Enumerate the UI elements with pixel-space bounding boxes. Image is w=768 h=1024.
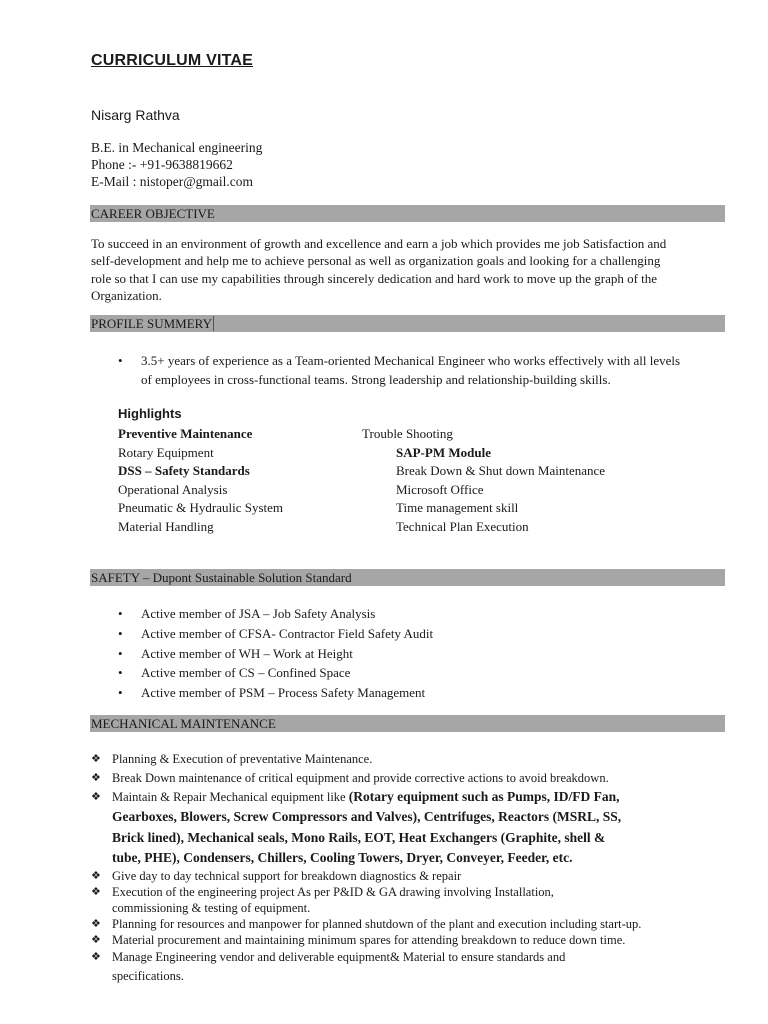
profile-line: of employees in cross-functional teams. Strong leadership and relationship-building skills. [141, 372, 611, 387]
bullet-icon: • [118, 665, 123, 681]
diamond-bullet-icon: ❖ [91, 918, 101, 931]
bullet-icon: • [118, 353, 123, 368]
list-item [91, 948, 731, 985]
document-title: CURRICULUM VITAE [91, 52, 254, 69]
section-heading-mechanical-maintenance: MECHANICAL MAINTENANCE [90, 715, 725, 732]
equipment-line: Maintain & Repair Mechanical equipment like (Rotary equipment such as Pumps, ID/FD Fan, [112, 789, 620, 804]
mechanical-list [91, 750, 731, 985]
highlight-item: Break Down & Shut down Maintenance [396, 463, 606, 479]
objective-line: role so that I can use my capabilities through sincerely dedication and hard work to move up the graph of the [91, 270, 658, 286]
safety-list [91, 604, 731, 703]
highlight-item: Pneumatic & Hydraulic System [118, 500, 284, 516]
highlight-item: Time management skill [396, 500, 519, 516]
list-item: • Active member of CFSA- Contractor Field Safety Audit [91, 624, 731, 644]
highlight-item: Material Handling [118, 518, 214, 534]
email: E-Mail : nistoper@gmail.com [91, 174, 254, 189]
list-item: ❖ Planning & Execution of preventative Maintenance. [91, 750, 731, 769]
objective-line: Organization. [91, 287, 162, 303]
highlights-right-first: Trouble Shooting [362, 426, 453, 441]
equipment-line: tube, PHE), Condensers, Chillers, Cooling Towers, Dryer, Conveyer, Feeder, etc. [112, 849, 573, 865]
highlight-item: SAP-PM Module [396, 444, 491, 460]
list-item: • Active member of CS – Confined Space [91, 663, 731, 683]
vendor-line: specifications. [112, 968, 184, 983]
highlight-item: Preventive Maintenance [118, 426, 253, 441]
bullet-icon: • [118, 625, 123, 641]
list-item [91, 884, 731, 916]
phone: Phone :- +91-9638819662 [91, 157, 233, 172]
list-item: • Active member of WH – Work at Height [91, 644, 731, 664]
bullet-icon: • [118, 645, 123, 661]
section-heading-career-objective: CAREER OBJECTIVE [90, 205, 725, 222]
bullet-icon: • [118, 606, 123, 621]
highlights-right-column [396, 444, 605, 537]
diamond-bullet-icon: ❖ [91, 753, 101, 765]
candidate-name: Nisarg Rathva [91, 107, 180, 123]
profile-heading-text: PROFILE SUMMERY [91, 316, 212, 331]
list-item: ❖ Give day to day technical support for breakdown diagnostics & repair [91, 869, 462, 884]
profile-list [91, 351, 731, 389]
highlight-item: Rotary Equipment [118, 444, 214, 460]
equipment-line: Brick lined), Mechanical seals, Mono Rails, EOT, Heat Exchangers (Graphite, shell & [112, 829, 606, 845]
list-item: ❖ Break Down maintenance of critical equipment and provide corrective actions to avoid breakdown. [91, 769, 731, 788]
diamond-bullet-icon: ❖ [91, 886, 101, 899]
list-item: ❖ Material procurement and maintaining minimum spares for attending breakdown to reduce down time. [91, 933, 626, 948]
highlight-item: DSS – Safety Standards [118, 463, 250, 479]
vendor-line: Manage Engineering vendor and deliverable equipment& Material to ensure standards and [112, 950, 566, 965]
diamond-bullet-icon: ❖ [91, 870, 101, 883]
project-line: commissioning & testing of equipment. [112, 901, 311, 916]
section-heading-safety: SAFETY – Dupont Sustainable Solution Standard [90, 569, 725, 586]
highlight-item: Operational Analysis [118, 481, 228, 497]
diamond-bullet-icon: ❖ [91, 951, 101, 964]
diamond-bullet-icon: ❖ [91, 791, 101, 803]
profile-line: 3.5+ years of experience as a Team-oriented Mechanical Engineer who works effectively with all levels [141, 353, 681, 368]
bullet-icon: • [118, 685, 123, 701]
list-item [91, 351, 731, 389]
degree: B.E. in Mechanical engineering [91, 140, 263, 155]
equipment-line: Gearboxes, Blowers, Screw Compressors and Valves), Centrifuges, Reactors (MSRL, SS, [112, 809, 622, 825]
list-item: • Active member of PSM – Process Safety Management [91, 683, 731, 703]
list-item: ❖ Planning for resources and manpower for planned shutdown of the plant and execution including start-up. [91, 917, 642, 932]
objective-line: To succeed in an environment of growth and excellence and earn a job which provides me job Satisfaction and [91, 236, 667, 251]
project-line: Execution of the engineering project As per P&ID & GA drawing involving Installation, [112, 885, 554, 900]
list-item: • Active member of JSA – Job Safety Analysis [91, 604, 731, 624]
career-objective-text [91, 235, 711, 304]
section-heading-profile-summery [90, 315, 725, 332]
diamond-bullet-icon: ❖ [91, 934, 101, 947]
highlights-label: Highlights [118, 406, 182, 421]
highlight-item: Microsoft Office [396, 481, 484, 497]
list-item [91, 787, 731, 868]
objective-line: self-development and help me to achieve personal as well as organization goals and looking for a challenging [91, 253, 661, 269]
diamond-bullet-icon: ❖ [91, 771, 101, 784]
highlight-item: Technical Plan Execution [396, 518, 529, 534]
contact-block [91, 139, 262, 190]
highlights-left-column [118, 425, 283, 537]
